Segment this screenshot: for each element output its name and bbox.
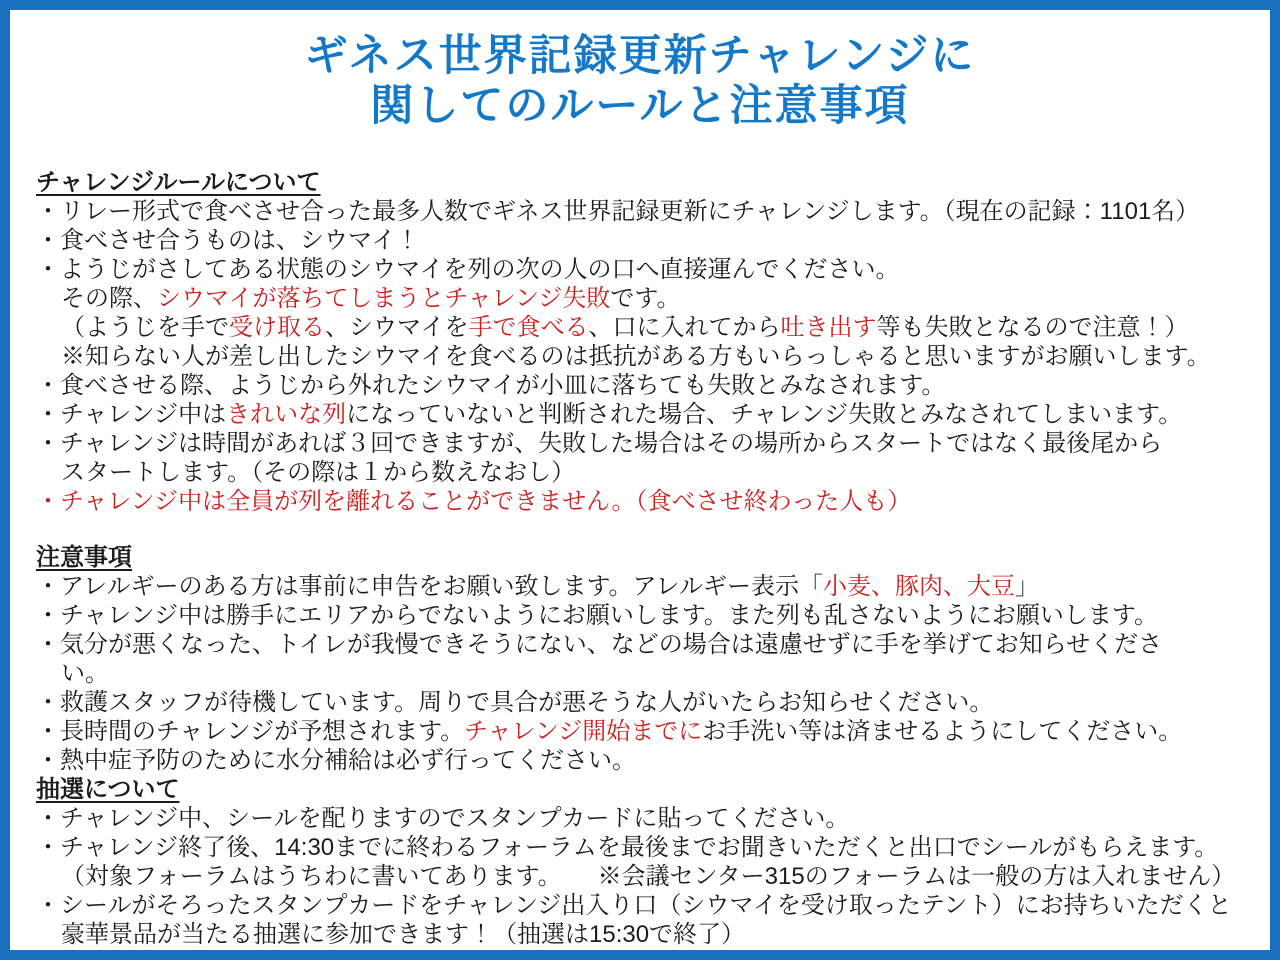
highlighted-text: 受け取る	[229, 313, 325, 341]
text-segment: （対象フォーラムはうちわに書いてあります。 ※会議センター315のフォーラムは一般の方は入れません）	[61, 862, 1236, 890]
text-line	[36, 688, 1264, 717]
highlighted-text: 手で食べる	[468, 313, 589, 341]
text-segment: ・チャレンジ終了後、14:30までに終わるフォーラムを最後までお聞きいただくと出口でシールがもらえます。	[36, 833, 1219, 861]
text-segment: ・ようじがさしてある状態のシウマイを列の次の人の口へ直接運んでください。	[36, 255, 900, 283]
text-segment: ・チャレンジ中は	[36, 400, 227, 428]
text-segment: ・アレルギーのある方は事前に申告をお願い致します。アレルギー表示「	[36, 572, 823, 600]
text-segment: ・シールがそろったスタンプカードをチャレンジ出入り口（シウマイを受け取ったテント）にお持ちいただくと	[36, 891, 1232, 919]
text-line	[36, 342, 1264, 371]
text-segment: その際、	[61, 284, 157, 312]
text-segment: 、口に入れてから	[588, 313, 781, 341]
text-segment: 、シウマイを	[325, 313, 469, 341]
text-segment: ・チャレンジ中、シールを配りますのでスタンプカードに貼ってください。	[36, 804, 850, 832]
document-body	[36, 168, 1264, 949]
text-segment: お手洗い等は済ませるようにしてください。	[702, 717, 1183, 745]
text-line	[36, 371, 1264, 400]
section-2	[36, 543, 1264, 775]
highlighted-text: 吐き出す	[780, 313, 877, 341]
text-segment: ・リレー形式で食べさせ合った最多人数でギネス世界記録更新にチャレンジします。（現在の記録：1101名）	[36, 197, 1200, 225]
highlighted-text: チャレンジ開始までに	[464, 717, 703, 745]
text-line	[36, 255, 1264, 284]
text-line	[36, 601, 1264, 630]
text-line	[36, 630, 1264, 659]
text-line	[36, 717, 1264, 746]
section-heading: 注意事項	[36, 543, 132, 571]
section-3	[36, 775, 1264, 949]
text-segment: ※知らない人が差し出したシウマイを食べるのは抵抗がある方もいらっしゃると思いますがお願いします。	[61, 342, 1211, 370]
text-line	[36, 226, 1264, 255]
text-segment: 」	[1014, 572, 1039, 600]
text-line	[36, 659, 1264, 688]
text-segment: ・気分が悪くなった、トイレが我慢できそうにない、などの場合は遠慮せずに手を挙げてお知らせくださ	[36, 630, 1163, 658]
text-line	[36, 487, 1264, 516]
section-1	[36, 168, 1264, 516]
text-line	[36, 891, 1264, 920]
highlighted-text: シウマイが落ちてしまうとチャレンジ失敗	[157, 284, 611, 312]
text-segment: になっていないと判断された場合、チャレンジ失敗とみなされてしまいます。	[346, 400, 1183, 428]
text-segment: 等も失敗となるので注意！）	[876, 313, 1189, 341]
section-heading: チャレンジルールについて	[36, 168, 321, 196]
highlighted-text: ・チャレンジ中は全員が列を離れることができません。（食べさせ終わった人も）	[36, 487, 912, 515]
page-title	[20, 32, 1260, 132]
text-segment: 豪華景品が当たる抽選に参加できます！（抽選は15:30で終了）	[61, 920, 746, 948]
text-line	[36, 862, 1264, 891]
text-segment: い。	[61, 659, 109, 687]
text-segment: ・食べさせる際、ようじから外れたシウマイが小皿に落ちても失敗とみなされます。	[36, 371, 946, 399]
text-segment: （ようじを手で	[61, 313, 229, 341]
text-line	[36, 284, 1264, 313]
text-line	[36, 429, 1264, 458]
text-segment: ・長時間のチャレンジが予想されます。	[36, 717, 465, 745]
text-line	[36, 833, 1264, 862]
text-line	[36, 746, 1264, 775]
text-segment: ・救護スタッフが待機しています。周りで具合が悪そうな人がいたらお知らせください。	[36, 688, 994, 716]
section-heading: 抽選について	[36, 775, 180, 803]
text-segment: です。	[610, 284, 681, 312]
text-line	[36, 313, 1264, 342]
text-segment: スタートします。（その際は１から数えなおし）	[61, 458, 576, 486]
highlighted-text: 小麦、豚肉、大豆	[822, 572, 1015, 600]
text-segment: ・チャレンジ中は勝手にエリアからでないようにお願いします。また列も乱さないようにお願いします。	[36, 601, 1158, 629]
text-segment: ・食べさせ合うものは、シウマイ！	[36, 226, 420, 254]
highlighted-text: きれいな列	[226, 400, 347, 428]
text-line	[36, 197, 1264, 226]
text-line	[36, 572, 1264, 601]
text-segment: ・チャレンジは時間があれば３回できますが、失敗した場合はその場所からスタートではなく最後尾から	[36, 429, 1163, 457]
text-line	[36, 458, 1264, 487]
text-segment: ・熱中症予防のために水分補給は必ず行ってください。	[36, 746, 636, 774]
page-title-line-1: ギネス世界記録更新チャレンジに	[304, 32, 976, 80]
text-line	[36, 920, 1264, 949]
text-line	[36, 804, 1264, 833]
page-title-line-2: 関してのルールと注意事項	[370, 81, 910, 130]
text-line	[36, 400, 1264, 429]
